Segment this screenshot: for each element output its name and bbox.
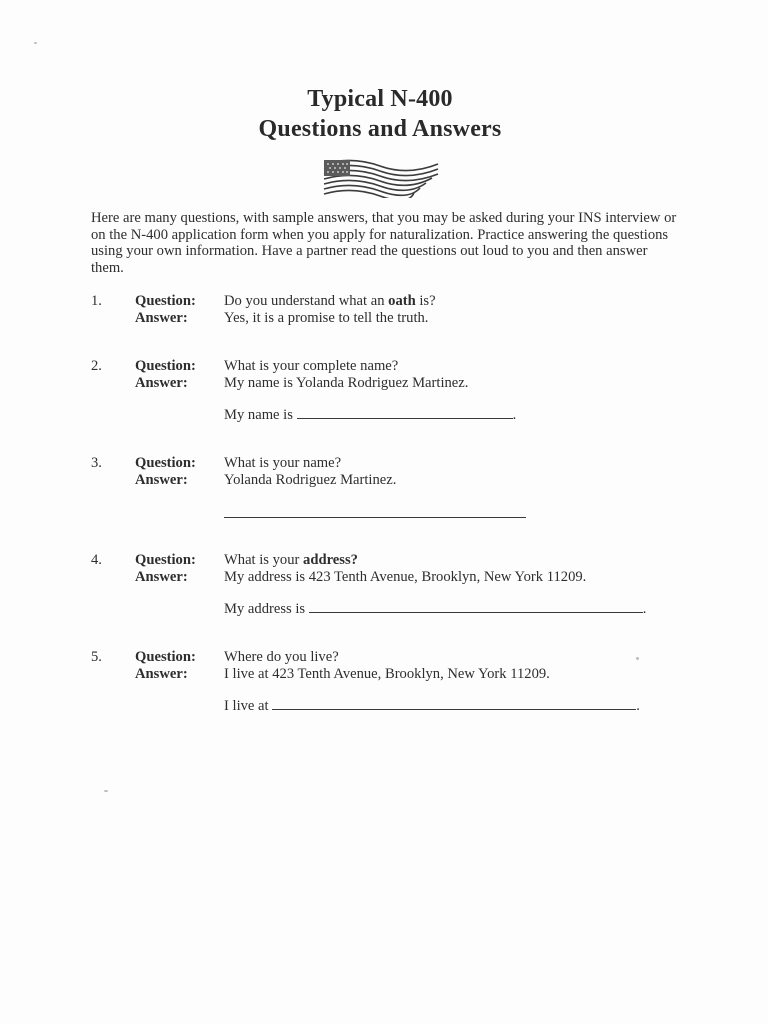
qa-item-1 bbox=[91, 293, 691, 327]
item-number: 5. bbox=[91, 649, 102, 665]
address-fill-line: My address is . bbox=[224, 601, 647, 617]
scan-speck bbox=[104, 790, 108, 792]
answer-label: Answer: bbox=[135, 310, 188, 326]
name-blank-field[interactable] bbox=[297, 406, 513, 419]
question-text: Where do you live? bbox=[224, 649, 339, 665]
intro-paragraph: Here are many questions, with sample answers, that you may be asked during your INS interview or on the N-400 application form when you apply for naturalization. Practice answering the questions using your own information. Have a partner read the questions out loud to you and then answer them. bbox=[91, 210, 677, 276]
answer-text: I live at 423 Tenth Avenue, Brooklyn, New York 11209. bbox=[224, 666, 550, 682]
question-text: Do you understand what an oath is? bbox=[224, 293, 436, 309]
question-label: Question: bbox=[135, 552, 196, 568]
qa-item-3 bbox=[91, 455, 691, 489]
qa-item-2 bbox=[91, 358, 691, 423]
answer-label: Answer: bbox=[135, 569, 188, 585]
name-fill-line: My name is . bbox=[224, 407, 517, 423]
qa-item-5 bbox=[91, 649, 691, 714]
question-label: Question: bbox=[135, 455, 196, 471]
page-title: Typical N-400 bbox=[307, 86, 453, 112]
scan-speck bbox=[34, 42, 37, 44]
address-blank-field[interactable] bbox=[309, 600, 643, 613]
american-flag-icon bbox=[322, 158, 440, 198]
answer-label: Answer: bbox=[135, 472, 188, 488]
answer-label: Answer: bbox=[135, 375, 188, 391]
qa-item-4 bbox=[91, 552, 691, 617]
live-fill-line: I live at . bbox=[224, 698, 640, 714]
title-block bbox=[0, 84, 760, 144]
question-text: What is your name? bbox=[224, 455, 342, 471]
answer-blank-field[interactable] bbox=[224, 505, 526, 518]
item-number: 4. bbox=[91, 552, 102, 568]
answer-text: My address is 423 Tenth Avenue, Brooklyn, New York 11209. bbox=[224, 569, 587, 585]
question-text: What is your complete name? bbox=[224, 358, 399, 374]
page-subtitle: Questions and Answers bbox=[258, 116, 502, 142]
question-text: What is your address? bbox=[224, 552, 358, 568]
question-label: Question: bbox=[135, 293, 196, 309]
answer-text: Yes, it is a promise to tell the truth. bbox=[224, 310, 429, 326]
item-number: 3. bbox=[91, 455, 102, 471]
item-number: 2. bbox=[91, 358, 102, 374]
answer-fill-line bbox=[224, 505, 526, 523]
answer-label: Answer: bbox=[135, 666, 188, 682]
item-number: 1. bbox=[91, 293, 102, 309]
question-label: Question: bbox=[135, 358, 196, 374]
live-blank-field[interactable] bbox=[272, 697, 636, 710]
answer-text: Yolanda Rodriguez Martinez. bbox=[224, 472, 397, 488]
scan-speck bbox=[636, 657, 639, 660]
answer-text: My name is Yolanda Rodriguez Martinez. bbox=[224, 375, 469, 391]
question-label: Question: bbox=[135, 649, 196, 665]
